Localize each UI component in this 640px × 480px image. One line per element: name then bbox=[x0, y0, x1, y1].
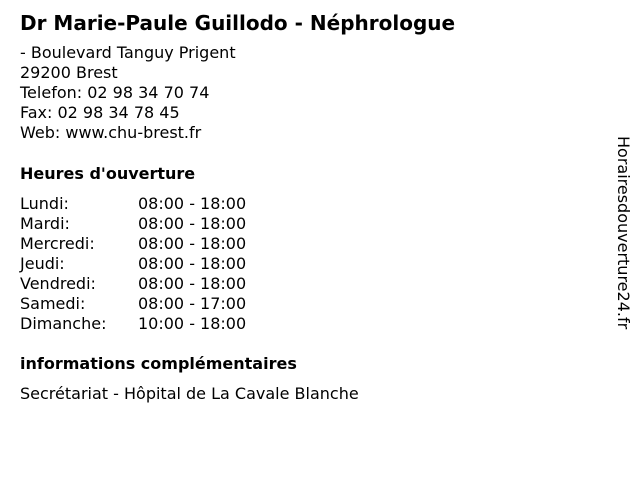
hours-row-sunday bbox=[20, 314, 246, 334]
hours-row-tuesday bbox=[20, 214, 246, 234]
address-block bbox=[20, 43, 236, 143]
time-range: 08:00 - 18:00 bbox=[138, 274, 247, 293]
city: 29200 Brest bbox=[20, 63, 118, 82]
phone-number: Telefon: 02 98 34 70 74 bbox=[20, 83, 210, 102]
hours-heading: Heures d'ouverture bbox=[20, 164, 196, 183]
hours-row-thursday bbox=[20, 254, 246, 274]
time-range: 08:00 - 17:00 bbox=[138, 294, 247, 313]
time-range: 08:00 - 18:00 bbox=[138, 214, 247, 233]
street-address: - Boulevard Tanguy Prigent bbox=[20, 43, 236, 62]
fax-number: Fax: 02 98 34 78 45 bbox=[20, 103, 180, 122]
day-label: Mardi: bbox=[20, 214, 70, 233]
time-range: 08:00 - 18:00 bbox=[138, 194, 247, 213]
time-range: 08:00 - 18:00 bbox=[138, 254, 247, 273]
info-heading: informations complémentaires bbox=[20, 354, 297, 373]
day-label: Samedi: bbox=[20, 294, 86, 313]
time-range: 10:00 - 18:00 bbox=[138, 314, 247, 333]
info-text: Secrétariat - Hôpital de La Cavale Blanche bbox=[20, 384, 359, 403]
day-label: Jeudi: bbox=[20, 254, 65, 273]
hours-row-friday bbox=[20, 274, 246, 294]
day-label: Lundi: bbox=[20, 194, 69, 213]
hours-row-wednesday bbox=[20, 234, 246, 254]
hours-row-saturday bbox=[20, 294, 246, 314]
time-range: 08:00 - 18:00 bbox=[138, 234, 247, 253]
day-label: Vendredi: bbox=[20, 274, 96, 293]
watermark: Horairesdouverture24.fr bbox=[614, 136, 633, 330]
hours-table bbox=[20, 194, 246, 334]
hours-row-monday bbox=[20, 194, 246, 214]
page-title: Dr Marie-Paule Guillodo - Néphrologue bbox=[20, 11, 456, 35]
day-label: Dimanche: bbox=[20, 314, 107, 333]
website: Web: www.chu-brest.fr bbox=[20, 123, 202, 142]
day-label: Mercredi: bbox=[20, 234, 95, 253]
